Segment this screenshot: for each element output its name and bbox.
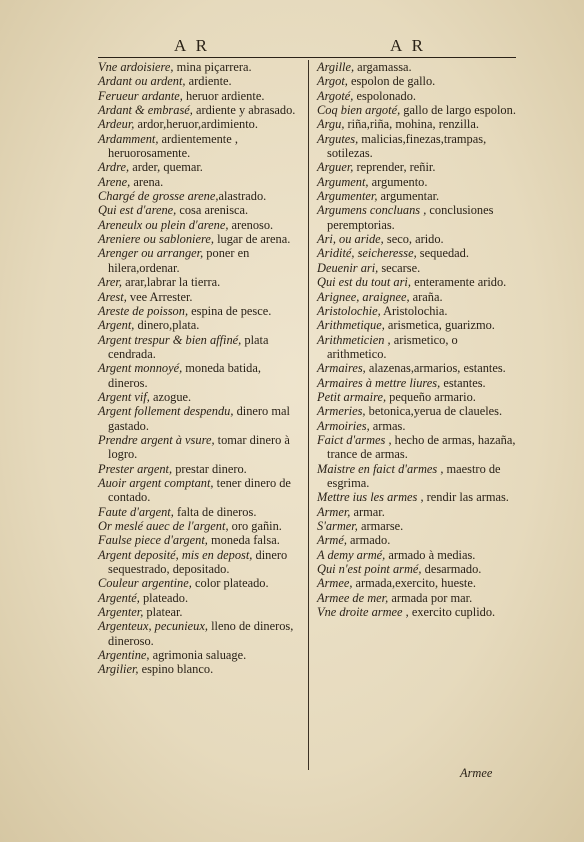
entry-headword: Vne droite armee , bbox=[317, 605, 409, 620]
entry-headword: Argent, bbox=[98, 318, 135, 333]
entry-translation: plata cendrada. bbox=[108, 332, 269, 361]
entry-headword: Mettre ius les armes , bbox=[317, 490, 424, 505]
entry-translation: vee Arrester. bbox=[126, 289, 193, 304]
entry-translation: ardientemente , heruorosamente. bbox=[108, 131, 238, 161]
entry-translation: armada,exercito, hueste. bbox=[352, 576, 476, 591]
dictionary-entry bbox=[98, 132, 303, 161]
dictionary-entry bbox=[317, 261, 516, 275]
dictionary-entry bbox=[317, 376, 516, 390]
dictionary-entry bbox=[98, 103, 303, 117]
entry-translation: betonica,yerua de claueles. bbox=[365, 404, 503, 419]
entry-headword: Argent follement despendu, bbox=[98, 404, 234, 419]
dictionary-entry bbox=[98, 390, 303, 404]
running-header bbox=[98, 34, 516, 58]
entry-headword: Argument, bbox=[317, 174, 369, 189]
entry-translation: hecho de armas, hazaña, trance de armas. bbox=[327, 432, 516, 462]
dictionary-entry bbox=[317, 103, 516, 117]
entry-translation: azogue. bbox=[149, 389, 192, 404]
entry-translation: conclusiones peremptorias. bbox=[327, 203, 494, 232]
entry-headword: Deuenir ari, bbox=[317, 260, 379, 275]
entry-translation: espolon de gallo. bbox=[347, 74, 436, 89]
entry-headword: Ardant ou ardent, bbox=[98, 74, 186, 89]
entry-headword: Faute d'argent, bbox=[98, 504, 174, 519]
dictionary-entry bbox=[317, 361, 516, 375]
right-column bbox=[317, 60, 516, 619]
entry-translation: oro gañin. bbox=[228, 519, 282, 533]
entry-translation: poner en hilera,ordenar. bbox=[108, 246, 250, 275]
entry-translation: alazenas,armarios, estantes. bbox=[365, 361, 506, 376]
entry-translation: riña,riña, mohina, renzilla. bbox=[344, 117, 479, 132]
dictionary-entry bbox=[317, 74, 516, 88]
entry-headword: Argumens concluans , bbox=[317, 203, 427, 218]
dictionary-entry bbox=[98, 462, 303, 476]
dictionary-entry bbox=[317, 318, 516, 332]
dictionary-entry bbox=[317, 462, 516, 491]
entry-translation: armas. bbox=[369, 418, 406, 433]
dictionary-entry bbox=[317, 605, 516, 619]
dictionary-entry bbox=[98, 361, 303, 390]
entry-headword: Argoté, bbox=[317, 88, 354, 103]
catchword: Armee bbox=[460, 766, 493, 780]
entry-headword: Faulse piece d'argent, bbox=[98, 533, 208, 548]
entry-headword: Prester argent, bbox=[98, 461, 173, 476]
entry-headword: S'armer, bbox=[317, 519, 358, 533]
entry-translation: dinero sequestrado, depositado. bbox=[108, 547, 288, 577]
dictionary-entry bbox=[98, 246, 303, 275]
dictionary-entry bbox=[98, 304, 303, 318]
entry-headword: Vne ardoisiere, bbox=[98, 60, 174, 74]
dictionary-entry bbox=[98, 189, 303, 203]
entry-headword: Argutes, bbox=[317, 131, 359, 146]
entry-translation: dinero,plata. bbox=[134, 318, 200, 333]
dictionary-entry bbox=[317, 290, 516, 304]
entry-translation: alastrado. bbox=[218, 189, 267, 204]
entry-headword: Argenteux, pecunieux, bbox=[98, 619, 208, 634]
entry-translation: malicias,finezas,trampas, sotilezas. bbox=[327, 131, 487, 161]
entry-translation: ardor,heruor,ardimiento. bbox=[134, 117, 258, 132]
entry-headword: Ardant & embrasé, bbox=[98, 103, 193, 118]
dictionary-entry bbox=[317, 591, 516, 605]
dictionary-entry bbox=[98, 74, 303, 88]
dictionary-entry bbox=[98, 203, 303, 217]
dictionary-entry bbox=[317, 576, 516, 590]
entry-translation: estantes. bbox=[440, 375, 486, 390]
entry-translation: argamassa. bbox=[354, 60, 412, 74]
dictionary-entry bbox=[98, 117, 303, 131]
entry-headword: Arguer, bbox=[317, 160, 354, 175]
dictionary-entry bbox=[98, 548, 303, 577]
entry-translation: heruor ardiente. bbox=[182, 88, 265, 103]
entry-translation: sequedad. bbox=[416, 246, 469, 261]
entry-translation: espino blanco. bbox=[138, 662, 214, 677]
entry-translation: prestar dinero. bbox=[172, 461, 247, 476]
dictionary-entry bbox=[317, 160, 516, 174]
entry-headword: Armaires, bbox=[317, 361, 366, 376]
entry-headword: Armee, bbox=[317, 576, 353, 591]
entry-headword: Argent vif, bbox=[98, 389, 150, 404]
entry-translation: mina piçarrera. bbox=[173, 60, 252, 74]
entry-headword: Couleur argentine, bbox=[98, 576, 192, 591]
entry-headword: Argenter, bbox=[98, 605, 144, 620]
dictionary-entry bbox=[317, 117, 516, 131]
entry-translation: pequeño armario. bbox=[386, 389, 476, 404]
dictionary-entry bbox=[317, 189, 516, 203]
dictionary-entry bbox=[317, 562, 516, 576]
entry-headword: Arer, bbox=[98, 275, 122, 290]
entry-translation: falta de dineros. bbox=[173, 504, 257, 519]
entry-translation: reprender, reñir. bbox=[353, 160, 436, 175]
dictionary-entry bbox=[98, 648, 303, 662]
entry-translation: arismetico, o arithmetico. bbox=[327, 332, 458, 361]
entry-translation: arena. bbox=[130, 174, 164, 189]
entry-headword: Ardre, bbox=[98, 160, 130, 175]
entry-translation: araña. bbox=[409, 289, 443, 304]
entry-headword: Armoiries, bbox=[317, 418, 370, 433]
dictionary-entry bbox=[317, 533, 516, 547]
entry-headword: Argille, bbox=[317, 60, 355, 74]
dictionary-entry bbox=[98, 404, 303, 433]
dictionary-entry bbox=[98, 318, 303, 332]
dictionary-entry bbox=[317, 404, 516, 418]
entry-headword: Areneulx ou plein d'arene, bbox=[98, 217, 229, 232]
dictionary-entry bbox=[98, 476, 303, 505]
entry-translation: argumento. bbox=[368, 174, 428, 189]
entry-translation: agrimonia saluage. bbox=[149, 648, 247, 663]
dictionary-entry bbox=[98, 290, 303, 304]
entry-translation: armado à medias. bbox=[385, 547, 476, 562]
dictionary-entry bbox=[317, 390, 516, 404]
entry-translation: arismetica, guarizmo. bbox=[384, 318, 495, 333]
entry-headword: Argent trespur & bien affiné, bbox=[98, 332, 242, 347]
entry-headword: Arithmetique, bbox=[317, 318, 385, 333]
entry-headword: Areste de poisson, bbox=[98, 303, 189, 318]
dictionary-entry bbox=[98, 605, 303, 619]
entry-headword: A demy armé, bbox=[317, 547, 386, 562]
dictionary-entry bbox=[317, 232, 516, 246]
entry-translation: Aristolochia. bbox=[380, 303, 448, 318]
entry-headword: Armee de mer, bbox=[317, 590, 389, 605]
entry-headword: Faict d'armes , bbox=[317, 432, 392, 447]
dictionary-entry bbox=[98, 576, 303, 590]
entry-headword: Prendre argent à vsure, bbox=[98, 432, 215, 447]
entry-translation: tomar dinero à logro. bbox=[108, 432, 290, 462]
dictionary-entry bbox=[98, 619, 303, 648]
entry-translation: dinero mal gastado. bbox=[108, 404, 290, 433]
entry-translation: platear. bbox=[143, 605, 183, 620]
entry-translation: moneda batida, dineros. bbox=[108, 361, 261, 390]
entry-translation: armarse. bbox=[357, 519, 404, 533]
dictionary-entry bbox=[98, 218, 303, 232]
entry-headword: Argent monnoyé, bbox=[98, 361, 183, 376]
dictionary-entry bbox=[317, 246, 516, 260]
entry-headword: Qui est d'arene, bbox=[98, 203, 177, 218]
entry-translation: armado. bbox=[346, 533, 391, 548]
entry-translation: color plateado. bbox=[191, 576, 269, 591]
entry-translation: lugar de arena. bbox=[213, 232, 291, 247]
left-column bbox=[98, 60, 303, 677]
entry-headword: Arest, bbox=[98, 289, 127, 304]
entry-translation: arenoso. bbox=[228, 217, 274, 232]
entry-headword: Or meslé auec de l'argent, bbox=[98, 519, 229, 533]
entry-headword: Argumenter, bbox=[317, 189, 378, 204]
entry-headword: Arithmeticien , bbox=[317, 332, 391, 347]
dictionary-entry bbox=[98, 505, 303, 519]
dictionary-entry bbox=[98, 533, 303, 547]
dictionary-entry bbox=[317, 433, 516, 462]
entry-translation: arar,labrar la tierra. bbox=[121, 275, 221, 290]
entry-translation: enteramente arido. bbox=[410, 275, 507, 290]
dictionary-entry bbox=[98, 232, 303, 246]
entry-headword: Armé, bbox=[317, 533, 347, 548]
entry-headword: Chargé de grosse arene, bbox=[98, 189, 219, 204]
entry-headword: Coq bien argoté, bbox=[317, 103, 401, 118]
entry-translation: desarmado. bbox=[421, 562, 482, 577]
entry-headword: Aristolochie, bbox=[317, 303, 381, 318]
entry-headword: Maistre en faict d'armes , bbox=[317, 461, 444, 476]
entry-headword: Aridité, seicheresse, bbox=[317, 246, 417, 261]
entry-translation: plateado. bbox=[139, 590, 189, 605]
entry-headword: Areniere ou sabloniere, bbox=[98, 232, 214, 247]
entry-headword: Qui n'est point armé, bbox=[317, 562, 422, 577]
entry-headword: Ferueur ardante, bbox=[98, 88, 183, 103]
entry-translation: espolonado. bbox=[353, 88, 417, 103]
dictionary-entry bbox=[317, 519, 516, 533]
dictionary-entry bbox=[98, 333, 303, 362]
entry-headword: Arignee, araignee, bbox=[317, 289, 410, 304]
entry-headword: Ari, ou aride, bbox=[317, 232, 384, 247]
entry-headword: Argu, bbox=[317, 117, 345, 132]
entry-headword: Argenté, bbox=[98, 590, 140, 605]
entry-translation: rendir las armas. bbox=[423, 490, 509, 505]
entry-headword: Petit armaire, bbox=[317, 389, 387, 404]
entry-translation: maestro de esgrima. bbox=[327, 461, 501, 490]
entry-headword: Auoir argent comptant, bbox=[98, 475, 214, 490]
entry-translation: argumentar. bbox=[377, 189, 440, 204]
entry-translation: moneda falsa. bbox=[207, 533, 280, 548]
entry-headword: Arene, bbox=[98, 174, 131, 189]
entry-translation: gallo de largo espolon. bbox=[400, 103, 516, 118]
dictionary-entry bbox=[98, 433, 303, 462]
dictionary-entry bbox=[317, 304, 516, 318]
entry-headword: Arenger ou arranger, bbox=[98, 246, 204, 261]
dictionary-entry bbox=[317, 175, 516, 189]
entry-translation: armada por mar. bbox=[388, 590, 473, 605]
entry-headword: Argot, bbox=[317, 74, 348, 89]
entry-headword: Argentine, bbox=[98, 648, 150, 663]
entry-translation: cosa arenisca. bbox=[176, 203, 249, 218]
entry-headword: Armer, bbox=[317, 504, 351, 519]
entry-translation: arder, quemar. bbox=[129, 160, 203, 175]
entry-translation: ardiente. bbox=[185, 74, 232, 89]
entry-headword: Argilier, bbox=[98, 662, 139, 677]
dictionary-entry bbox=[317, 89, 516, 103]
dictionary-entry bbox=[98, 519, 303, 533]
dictionary-entry bbox=[98, 89, 303, 103]
entry-headword: Armeries, bbox=[317, 404, 366, 419]
entry-translation: exercito cuplido. bbox=[408, 605, 496, 620]
dictionary-entry bbox=[98, 591, 303, 605]
dictionary-entry bbox=[98, 60, 303, 74]
entry-translation: tener dinero de contado. bbox=[108, 475, 291, 505]
dictionary-entry bbox=[317, 275, 516, 289]
dictionary-entry bbox=[317, 333, 516, 362]
dictionary-entry bbox=[98, 275, 303, 289]
entry-headword: Argent deposité, mis en depost, bbox=[98, 547, 253, 562]
dictionary-entry bbox=[317, 419, 516, 433]
header-left: A R bbox=[174, 36, 210, 55]
dictionary-entry bbox=[98, 662, 303, 676]
entry-headword: Ardamment, bbox=[98, 131, 159, 146]
dictionary-entry bbox=[317, 60, 516, 74]
dictionary-entry bbox=[98, 175, 303, 189]
entry-headword: Qui est du tout ari, bbox=[317, 275, 411, 290]
column-divider bbox=[308, 60, 309, 770]
entry-translation: lleno de dineros, dineroso. bbox=[108, 619, 294, 648]
dictionary-entry bbox=[98, 160, 303, 174]
dictionary-entry bbox=[317, 132, 516, 161]
dictionary-entry bbox=[317, 505, 516, 519]
entry-headword: Ardeur, bbox=[98, 117, 135, 132]
entry-translation: secarse. bbox=[378, 260, 421, 275]
dictionary-entry bbox=[317, 548, 516, 562]
dictionary-entry bbox=[317, 490, 516, 504]
entry-translation: seco, arido. bbox=[383, 232, 444, 247]
entry-translation: armar. bbox=[350, 504, 385, 519]
entry-headword: Armaires à mettre liures, bbox=[317, 375, 441, 390]
entry-translation: ardiente y abrasado. bbox=[192, 103, 296, 118]
entry-translation: espina de pesce. bbox=[188, 303, 272, 318]
dictionary-entry bbox=[317, 203, 516, 232]
header-right: A R bbox=[390, 36, 426, 55]
